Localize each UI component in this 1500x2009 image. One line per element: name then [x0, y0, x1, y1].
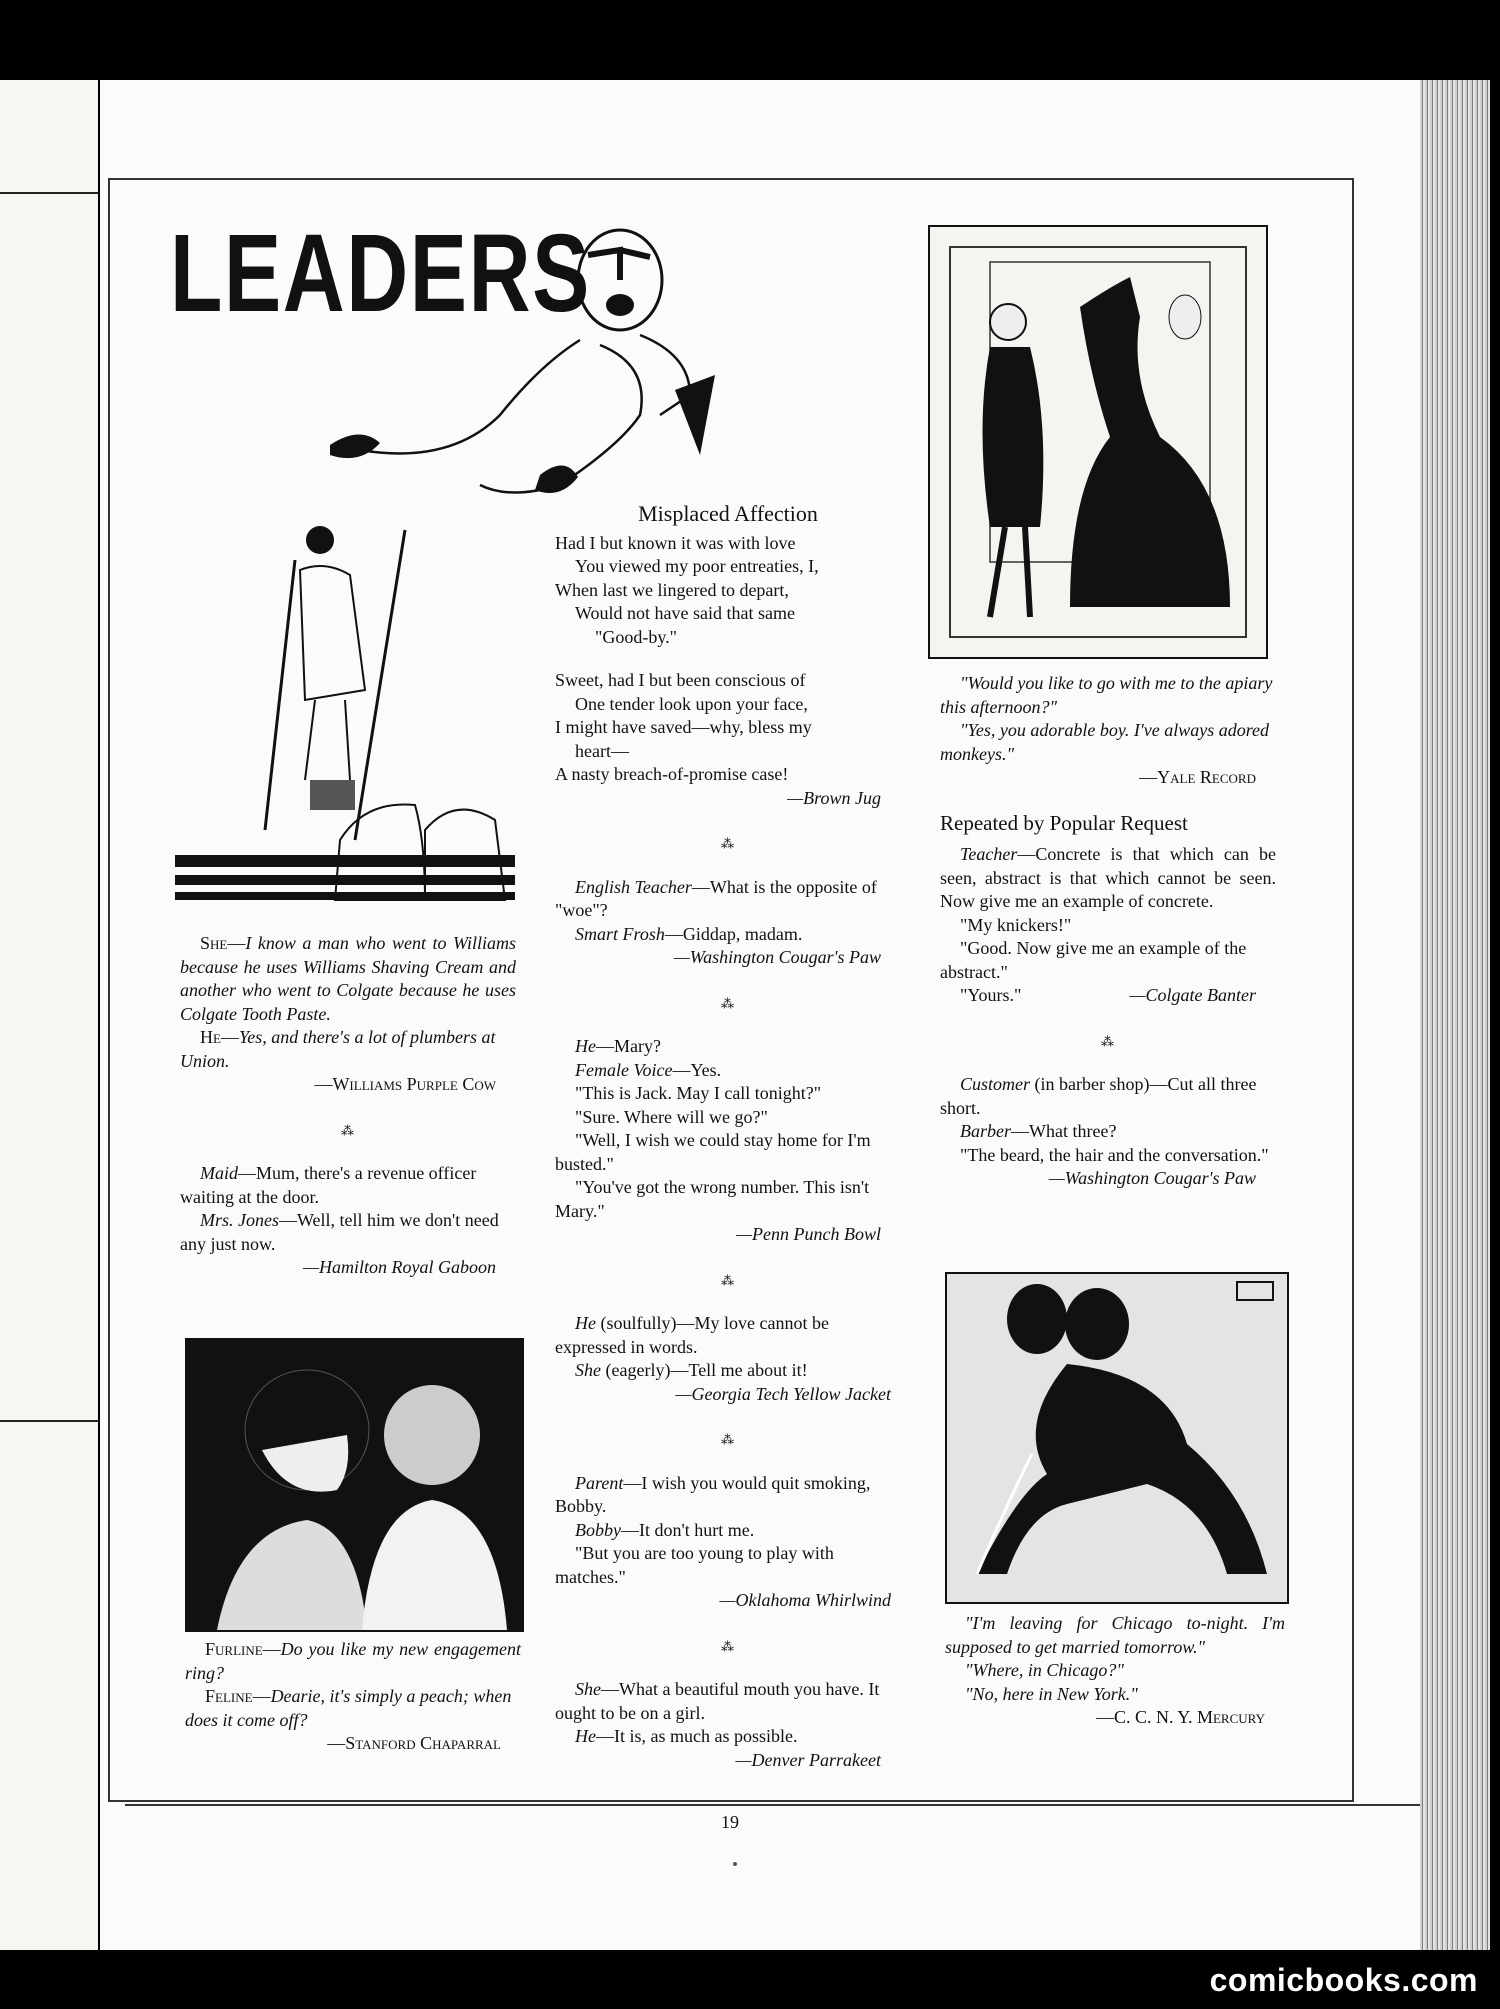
cartoon-dancer-illustration [320, 215, 740, 515]
joke-text: My love cannot be expressed in words. [555, 1313, 829, 1357]
speaker: Feline [205, 1686, 253, 1706]
joke-text: "My knickers!" [960, 914, 1072, 935]
joke-text: "Well, I wish we could stay home for I'm busted." [555, 1130, 871, 1174]
facing-page-edge [0, 80, 98, 1950]
joke-text: "You've got the wrong number. This isn't Mary." [555, 1177, 870, 1221]
joke-line: Customer (in barber shop)—Cut all three short. [940, 1074, 1257, 1118]
joke-line: She (eagerly)—Tell me about it! [575, 1360, 808, 1380]
joke-line: Mum, there's a revenue officer waiting at the door. [180, 1163, 477, 1207]
credit: —Oklahoma Whirlwind [719, 1590, 891, 1610]
poem-line: Sweet, had I but been conscious of [555, 670, 806, 690]
joke-line: He—It is, as much as possible. [575, 1726, 798, 1746]
caption-line: "I'm leaving for Chicago to-night. I'm supposed to get married tomorrow." [945, 1613, 1285, 1657]
speaker: Maid [200, 1163, 238, 1183]
credit: —Washington Cougar's Paw [673, 947, 881, 967]
joke-line-2: Feline—Dearie, it's simply a peach; when does it come off? [185, 1686, 512, 1730]
two-women-illustration [185, 1338, 524, 1632]
stage-direction: (soulfully) [600, 1313, 677, 1333]
dancing-couple-illustration [945, 1272, 1289, 1604]
joke-text: Concrete is that which can be seen, abstract is that which cannot be seen. Now give me an example of concrete. [940, 844, 1276, 911]
speaker: Female Voice [575, 1059, 673, 1080]
joke-text: "This is Jack. May I call tonight?" [575, 1083, 822, 1103]
speaker: Mrs. Jones [200, 1210, 279, 1230]
speaker: Teacher [960, 844, 1018, 864]
joke-line: Dearie, it's simply a peach; when does it come off? [185, 1686, 512, 1730]
joke-line: Parent—I wish you would quit smoking, Bobby. [555, 1472, 871, 1516]
separator: ⁂ [721, 995, 735, 1011]
separator: ⁂ [721, 836, 735, 851]
page-stack-edges [1420, 80, 1490, 1950]
speaker: She [575, 1679, 601, 1699]
footer-rule [125, 1804, 1420, 1806]
joke-text: It don't hurt me. [638, 1519, 755, 1540]
joke-line [940, 984, 1276, 1008]
joke-text: I wish you would quit smoking, Bobby. [555, 1472, 871, 1516]
joke-text: What a beautiful mouth you have. It ought to be on a girl. [555, 1679, 880, 1723]
stage-direction: (in barber shop) [1034, 1074, 1150, 1094]
joke-line: Bobby—It don't hurt me. [575, 1519, 755, 1540]
caption-line: "Yes, you adorable boy. I've always adored monkeys." [940, 720, 1270, 764]
poem-line: When last we lingered to depart, [555, 579, 789, 600]
credit: —C. C. N. Y. Mercury [1095, 1707, 1265, 1727]
joke-text: "Yours." [960, 985, 1022, 1005]
poem-line: heart— [575, 740, 629, 761]
caption-chicago [945, 1612, 1285, 1730]
poem-line: Had I but known it was with love [555, 532, 796, 553]
joke-line-1: Furline—Do you like my new engagement ring? [185, 1639, 521, 1683]
watermark-text: comicbooks.com [1209, 1962, 1478, 1998]
poem-line: You viewed my poor entreaties, I, [575, 556, 819, 576]
poem-line: A nasty breach-of-promise case! [555, 764, 789, 784]
speaker: He [200, 1027, 221, 1047]
caption-line: "Where, in Chicago?" [965, 1660, 1124, 1680]
separator: ⁂ [341, 1122, 355, 1138]
joke-line: I know a man who went to Williams because he uses Williams Shaving Cream and another who went to Colgate because he uses Colgate Tooth Paste. [180, 933, 516, 1024]
facing-page-rule [0, 192, 98, 194]
joke-text: "But you are too young to play with matches." [555, 1543, 834, 1587]
separator: ⁂ [721, 1432, 735, 1447]
credit: —Colgate Banter [1129, 985, 1256, 1005]
joke-line: Well, tell him we don't need any just now. [180, 1210, 499, 1254]
joke-text: Giddap, madam. [682, 923, 803, 944]
joke-line: Female Voice—Yes. [575, 1059, 722, 1080]
joke-maid: Maid—Mum, there's a revenue officer waiting at the door. [180, 1163, 477, 1207]
speaker: He [575, 1313, 596, 1333]
joke-line: English Teacher—What is the opposite of "woe"? [555, 876, 877, 920]
credit: —Georgia Tech Yellow Jacket [675, 1383, 891, 1404]
left-column [180, 932, 516, 1280]
caption-furline [185, 1638, 521, 1756]
speaker: Furline [205, 1639, 263, 1659]
speaker: He [575, 1726, 596, 1746]
joke-reply: He—Yes, and there's a lot of plumbers at Union. [180, 1027, 496, 1071]
joke-line: Teacher—Concrete is that which can be seen, abstract is that which cannot be seen. Now give me an example of concrete. [940, 844, 1276, 911]
poem-line: Would not have said that same [575, 603, 795, 623]
speaker: She [200, 933, 228, 953]
joke-line: Do you like my new engagement ring? [185, 1639, 521, 1683]
poem-line: One tender look upon your face, [575, 693, 808, 714]
poem-stanza-1 [555, 532, 901, 650]
joke-text: What three? [1029, 1121, 1117, 1141]
joke-text: Tell me about it! [688, 1360, 808, 1380]
joke-text: Mary? [614, 1036, 661, 1056]
credit: —Denver Parrakeet [735, 1749, 881, 1770]
separator: ⁂ [721, 1272, 735, 1288]
joke-text: Cut all three short. [940, 1074, 1257, 1118]
poem-stanza-2 [555, 669, 901, 787]
speaker: Customer [960, 1074, 1031, 1094]
joke-line: Yes, and there's a lot of plumbers at Union. [180, 1027, 496, 1071]
facing-page-rule [0, 1420, 98, 1422]
credit: —Penn Punch Bowl [736, 1224, 881, 1244]
joke-text: "Sure. Where will we go?" [575, 1106, 768, 1127]
caption-line: "No, here in New York." [965, 1683, 1138, 1704]
speaker: Smart Frosh [575, 923, 665, 944]
joke-line: Smart Frosh—Giddap, madam. [575, 923, 803, 944]
footer-dot [733, 1862, 737, 1866]
separator: ⁂ [1101, 1033, 1115, 1049]
joke-text: Yes. [690, 1059, 722, 1080]
stage-direction: (eagerly) [605, 1360, 671, 1380]
joke-line: She—What a beautiful mouth you have. It ought to be on a girl. [555, 1679, 880, 1723]
credit: —Stanford Chaparral [327, 1733, 501, 1753]
poem-line: I might have saved—why, bless my [555, 717, 812, 737]
speaker: Barber [960, 1121, 1011, 1141]
joke-text: What is the opposite of "woe"? [555, 876, 877, 920]
skiers-illustration [175, 500, 515, 918]
credit: —Yale Record [1139, 767, 1256, 787]
joke-line: He (soulfully)—My love cannot be expressed in words. [555, 1313, 829, 1357]
poem-title: Misplaced Affection [638, 501, 818, 526]
page-headline: LEADERS [170, 212, 591, 335]
joke-line: Barber—What three? [960, 1121, 1117, 1141]
joke-text: It is, as much as possible. [614, 1726, 798, 1746]
poem-line: "Good-by." [595, 626, 678, 647]
section-heading: Repeated by Popular Request [940, 810, 1188, 835]
page-number: 19 [721, 1812, 739, 1832]
speaker: He [575, 1036, 596, 1056]
speaker: English Teacher [575, 876, 692, 897]
credit: —Washington Cougar's Paw [1048, 1168, 1256, 1188]
speaker: Bobby [575, 1519, 621, 1540]
joke-line: He—Mary? [575, 1036, 661, 1056]
caption-line: "Would you like to go with me to the apiary this afternoon?" [940, 673, 1273, 717]
apiary-couple-illustration [928, 225, 1268, 659]
joke-reply: Mrs. Jones—Well, tell him we don't need any just now. [180, 1210, 499, 1254]
speaker: She [575, 1360, 601, 1380]
credit: —Hamilton Royal Gaboon [303, 1257, 496, 1277]
credit: —Brown Jug [787, 787, 881, 808]
credit: —Williams Purple Cow [314, 1074, 496, 1094]
middle-column [555, 502, 901, 1772]
speaker: Parent [575, 1472, 624, 1493]
joke-text: "The beard, the hair and the conversation." [960, 1144, 1269, 1165]
separator: ⁂ [721, 1638, 735, 1654]
joke-text: "Good. Now give me an example of the abstract." [940, 938, 1247, 982]
right-column [940, 672, 1276, 1191]
joke-williams: She—I know a man who went to Williams because he uses Williams Shaving Cream and another who went to Colgate because he uses Colgate Tooth Paste. [180, 933, 516, 1024]
